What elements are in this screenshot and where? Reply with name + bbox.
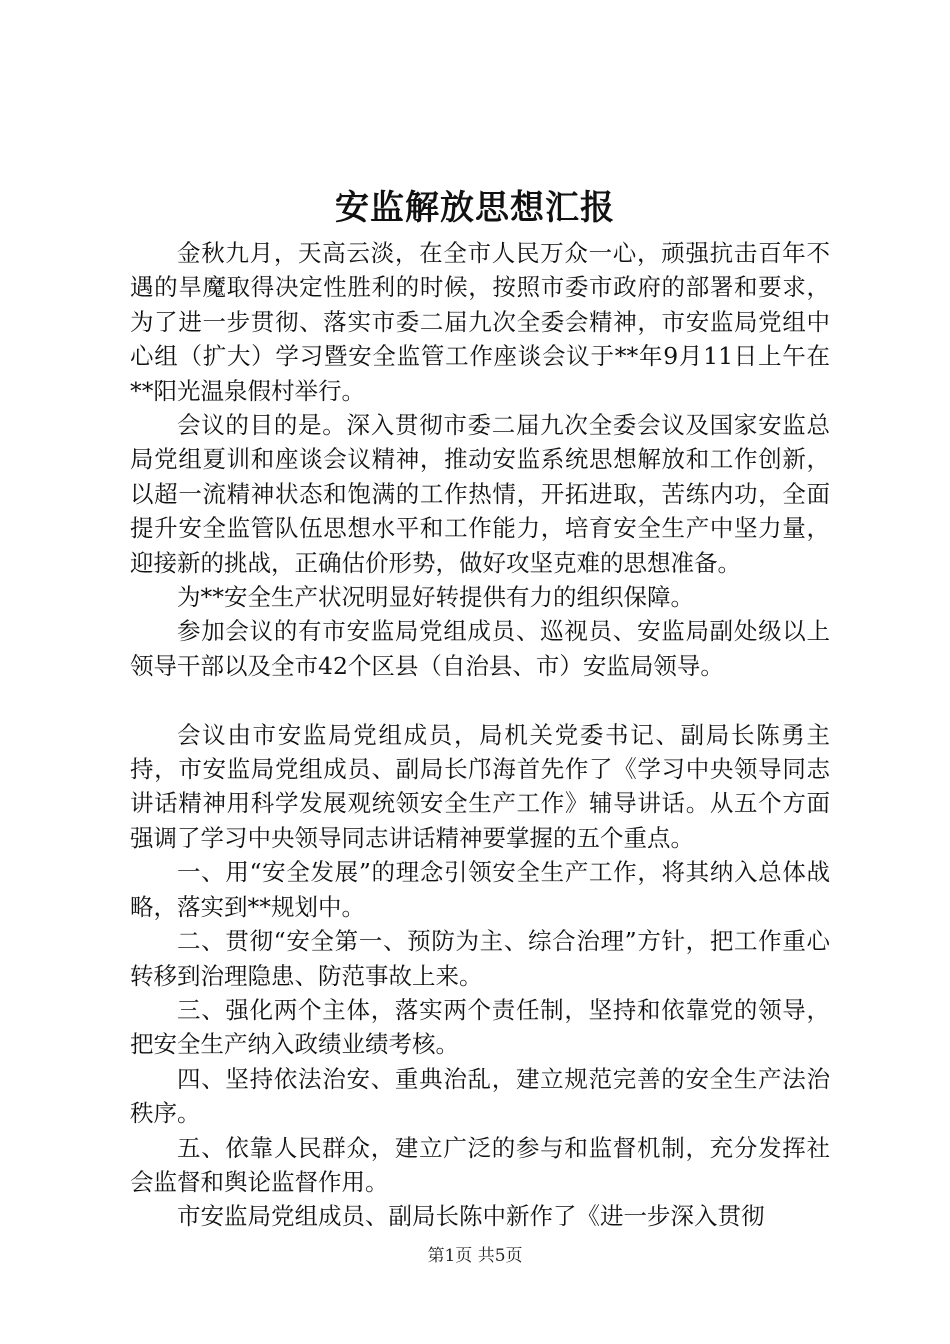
paragraph-point-2: 二、贯彻“安全第一、预防为主、综合治理”方针，把工作重心转移到治理隐患、防范事故上来。 [130, 927, 830, 990]
paragraph-point-3: 三、强化两个主体，落实两个责任制，坚持和依靠党的领导，把安全生产纳入政绩业绩考核。 [130, 995, 830, 1059]
paragraph-point-4: 四、坚持依法治安、重典治乱，建立规范完善的安全生产法治秩序。 [130, 1064, 830, 1128]
paragraph-guarantee: 为**安全生产状况明显好转提供有力的组织保障。 [177, 583, 694, 612]
paragraph-continued: 市安监局党组成员、副局长陈中新作了《进一步深入贯彻 [177, 1202, 765, 1231]
paragraph-host: 会议由市安监局党组成员，局机关党委书记、副局长陈勇主持，市安监局党组成员、副局长邝海首先作了《学习中央领导同志讲话精神用科学发展观统领安全生产工作》辅导讲话。从五个方面强调了学习中央领导同志讲话精神要掌握的五个重点。 [130, 720, 830, 852]
paragraph-purpose: 会议的目的是。深入贯彻市委二届九次全委会议及国家安监总局党组夏训和座谈会议精神，推动安监系统思想解放和工作创新，以超一流精神状态和饱满的工作热情，开拓进取，苦练内功，全面提升安全监管队伍思想水平和工作能力，培育安全生产中坚力量，迎接新的挑战，正确估价形势，做好攻坚克难的思想准备。 [130, 411, 830, 577]
paragraph-intro: 金秋九月，天高云淡，在全市人民万众一心，顽强抗击百年不遇的旱魔取得决定性胜利的时候，按照市委市政府的部署和要求，为了进一步贯彻、落实市委二届九次全委会精神，市安监局党组中心组（扩大）学习暨安全监管工作座谈会议于**年9月11日上午在**阳光温泉假村举行。 [130, 239, 830, 405]
document-body [130, 236, 830, 1234]
blank-line [130, 683, 830, 717]
paragraph-point-5: 五、依靠人民群众，建立广泛的参与和监督机制，充分发挥社会监督和舆论监督作用。 [130, 1133, 830, 1196]
document-title: 安监解放思想汇报 [335, 188, 615, 228]
paragraph-attendees: 参加会议的有市安监局党组成员、巡视员、安监局副处级以上领导干部以及全市42个区县（自治县、市）安监局领导。 [130, 617, 830, 680]
paragraph-point-1: 一、用“安全发展”的理念引领安全生产工作，将其纳入总体战略，落实到**规划中。 [130, 858, 830, 921]
page-number-footer: 第1页 共5页 [427, 1246, 523, 1266]
